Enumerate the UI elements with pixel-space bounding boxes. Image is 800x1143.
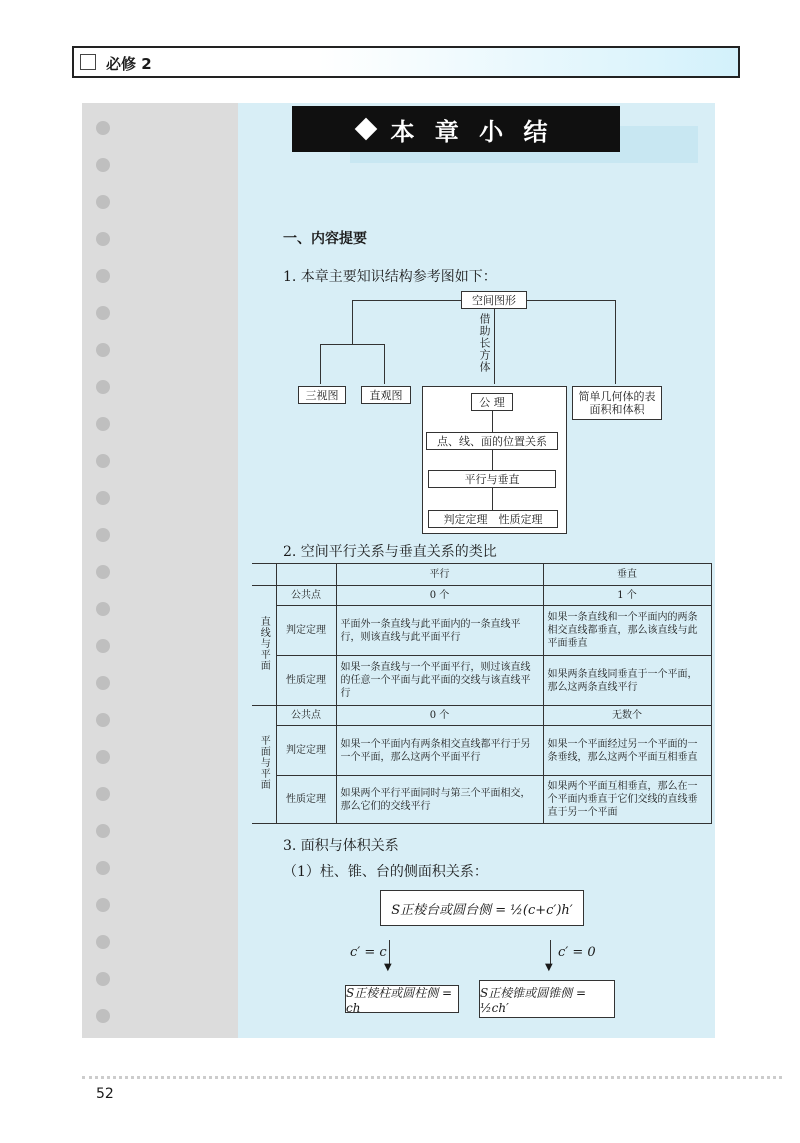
row-label: 判定定理: [276, 606, 336, 656]
table-header-row: [252, 564, 711, 586]
table-row: [252, 776, 711, 824]
connector: [352, 300, 353, 344]
formula-prism: S正棱柱或圆柱侧 = ch: [345, 985, 459, 1013]
cell-perp: 如果一个平面经过另一个平面的一条垂线，那么这两个平面互相垂直: [543, 726, 711, 776]
row-label: 性质定理: [276, 656, 336, 706]
row-label: 判定定理: [276, 726, 336, 776]
binder-hole: [96, 676, 110, 690]
binder-hole: [96, 639, 110, 653]
connector: [615, 300, 616, 384]
comparison-table: [252, 563, 712, 824]
binder-hole: [96, 269, 110, 283]
node-relation: 点、线、面的位置关系: [426, 432, 558, 450]
cell-parallel: 平面外一条直线与此平面内的一条直线平行，则该直线与此平面平行: [336, 606, 543, 656]
binder-hole: [96, 750, 110, 764]
binder-hole: [96, 195, 110, 209]
cell-perp: 无数个: [543, 706, 711, 726]
connector: [492, 488, 493, 510]
header-bar: [72, 46, 740, 78]
connector: [492, 411, 493, 432]
condition-left: c′ = c: [350, 945, 387, 960]
cell-perp: 如果两条直线同垂直于一个平面，那么这两条直线平行: [543, 656, 711, 706]
connector: [494, 309, 495, 384]
connector: [384, 344, 385, 384]
node-theorems: 判定定理 性质定理: [428, 510, 558, 528]
binder-hole: [96, 380, 110, 394]
table-row: [252, 586, 711, 606]
arrow-down-icon: ▼: [545, 962, 553, 973]
cell-perp: 1 个: [543, 586, 711, 606]
group-plane-plane: [252, 706, 276, 824]
connector: [352, 300, 461, 301]
item-3-text: 3. 面积与体积关系: [283, 838, 399, 854]
diamond-icon: [355, 118, 378, 141]
footer-dotted-rule: [82, 1076, 782, 1079]
binder-hole: [96, 491, 110, 505]
binder-hole: [96, 454, 110, 468]
cell-perp: 如果一条直线和一个平面内的两条相交直线都垂直，那么该直线与此平面垂直: [543, 606, 711, 656]
binder-hole: [96, 158, 110, 172]
connector: [492, 450, 493, 470]
chapter-title: 本 章 小 结: [390, 117, 554, 146]
cell-parallel: 如果一个平面内有两条相交直线都平行于另一个平面，那么这两个平面平行: [336, 726, 543, 776]
group-label: 直线与平面: [258, 616, 270, 671]
table-row: [252, 656, 711, 706]
binder-hole: [96, 713, 110, 727]
row-label: 公共点: [276, 706, 336, 726]
table-row: [252, 706, 711, 726]
table-corner: [276, 564, 336, 586]
binder-hole: [96, 121, 110, 135]
cell-parallel: 0 个: [336, 706, 543, 726]
binder-hole: [96, 602, 110, 616]
connector: [320, 344, 384, 345]
node-three-views: 三视图: [298, 386, 346, 404]
connector: [320, 344, 321, 384]
header-perpendicular: 垂直: [543, 564, 711, 586]
connector: [527, 300, 615, 301]
cell-parallel: 如果两个平行平面同时与第三个平面相交，那么它们的交线平行: [336, 776, 543, 824]
binder-hole: [96, 861, 110, 875]
item-1-text: 1. 本章主要知识结构参考图如下：: [283, 269, 497, 285]
node-intuitive-view: 直观图: [361, 386, 411, 404]
row-label: 性质定理: [276, 776, 336, 824]
header-accent: [318, 48, 738, 76]
node-surface-volume: 简单几何体的表面积和体积: [572, 386, 662, 420]
item-2-text: 2. 空间平行关系与垂直关系的类比: [283, 544, 497, 560]
binder-hole: [96, 528, 110, 542]
via-label: 借助长方体: [478, 313, 491, 373]
cell-perp: 如果两个平面互相垂直，那么在一个平面内垂直于它们交线的直线垂直于另一个平面: [543, 776, 711, 824]
node-parallel-perp: 平行与垂直: [428, 470, 556, 488]
page-number: 52: [96, 1086, 114, 1102]
table-corner: [252, 564, 276, 586]
binder-hole: [96, 232, 110, 246]
binder-hole: [96, 565, 110, 579]
cell-parallel: 0 个: [336, 586, 543, 606]
item-3-1-text: （1）柱、锥、台的侧面积关系：: [283, 864, 488, 880]
binder-hole: [96, 343, 110, 357]
binder-hole: [96, 417, 110, 431]
chapter-title-box: [292, 106, 620, 152]
formula-pyramid: S正棱锥或圆锥侧 = ½ch′: [479, 980, 615, 1018]
binder-hole: [96, 935, 110, 949]
formula-frustum: S正棱台或圆台侧 = ½(c+c′)h′: [380, 890, 584, 926]
cell-parallel: 如果一条直线与一个平面平行，则过该直线的任意一个平面与此平面的交线与该直线平行: [336, 656, 543, 706]
node-axiom: 公 理: [471, 393, 513, 411]
table-row: [252, 606, 711, 656]
binder-hole: [96, 972, 110, 986]
section-title: 一、内容提要: [283, 231, 367, 247]
binder-hole: [96, 824, 110, 838]
arrow-down-icon: ▼: [384, 962, 392, 973]
header-label: 必修 2: [106, 55, 152, 73]
binder-hole: [96, 1009, 110, 1023]
header-square-icon: [80, 54, 96, 70]
table-row: [252, 726, 711, 776]
node-root: 空间图形: [461, 291, 527, 309]
header-parallel: 平行: [336, 564, 543, 586]
condition-right: c′ = 0: [558, 945, 596, 960]
binder-hole: [96, 898, 110, 912]
binder-hole: [96, 306, 110, 320]
group-label: 平面与平面: [258, 735, 270, 790]
binder-hole: [96, 787, 110, 801]
row-label: 公共点: [276, 586, 336, 606]
group-line-plane: [252, 586, 276, 706]
